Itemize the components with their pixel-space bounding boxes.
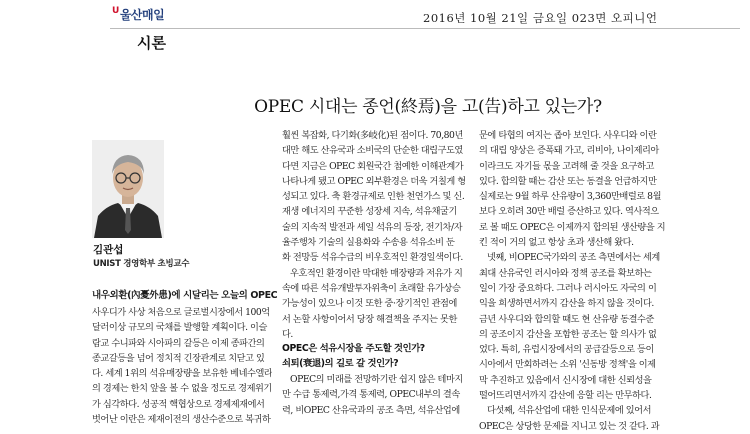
- masthead-divider: [110, 28, 740, 29]
- subhead-line: OPEC은 석유시장을 주도할 것인가?: [282, 343, 425, 354]
- logo-text: 울산매일: [119, 8, 165, 22]
- text-line: OPEC은 상당한 문제를 지니고 있는 것 같다. 과: [479, 420, 660, 432]
- text-line: 넷째, 비OPEC국가와의 공조 측면에서는 세계: [487, 252, 660, 264]
- text-line: 최대 산유국인 러시아와 정책 공조를 확보하는: [479, 267, 652, 279]
- text-line: 실제로는 9월 하루 산유량이 3,360만배럴로 8월: [479, 191, 661, 203]
- body-column-1: [92, 305, 272, 427]
- text-line: 다섯째, 석유산업에 대한 인식문제에 있어서: [487, 405, 652, 417]
- text-line: 화 전망등 석유수급의 비우호적인 환경일색이다.: [282, 252, 463, 264]
- body-column-2: [282, 128, 472, 342]
- article-headline: OPEC 시대는 종언(終焉)을 고(告)하고 있는가?: [254, 97, 602, 117]
- section-title: 시론: [137, 34, 166, 52]
- newspaper-logo: [112, 6, 164, 23]
- text-line: 막 추진하고 있음에서 신시장에 대한 신뢰성을: [479, 374, 652, 386]
- text-line: 문에 타협의 여지는 좁아 보인다. 사우디와 이란: [479, 130, 657, 141]
- article-subhead: [282, 342, 425, 371]
- text-line: 다면 지금은 OPEC 회원국간 첨예한 이해관계가: [282, 160, 464, 172]
- text-line: 익을 희생하면서까지 감산을 하지 않을 것이다.: [479, 298, 654, 310]
- text-line: 킨 적이 거의 없고 항상 초과 생산해 왔다.: [479, 237, 634, 249]
- text-line: 일이 가장 중요하다. 그러나 러시아도 자국의 이: [479, 282, 657, 294]
- text-line: 대만 해도 산유국과 소비국의 단순한 대립구도였: [282, 145, 463, 157]
- text-line: 가능성이 있으나 이것 또한 중·장기적인 관점에: [282, 298, 457, 310]
- body-column-2-continued: [282, 372, 472, 418]
- text-line: 종교갈등을 넘어 정치적 긴장관계로 치닫고 있: [92, 352, 265, 364]
- text-line: 시아에서 만회하려는 소위 '신동방 정책'을 이제: [479, 359, 656, 371]
- text-line: 있다. 합의할 때는 감산 또는 동결을 언급하지만: [479, 175, 657, 187]
- subhead-line: 쇠퇴(衰退)의 길로 갈 것인가?: [282, 357, 399, 369]
- author-title: UNIST 경영학부 초빙교수: [93, 259, 190, 269]
- text-line: 람교 수니파와 시아파의 갈등은 이제 종파간의: [92, 337, 265, 349]
- text-line: 떨어뜨리면서까지 감산에 응할 리는 만무하다.: [479, 390, 652, 402]
- text-line: 나타나게 됐고 OPEC 외부환경은 더욱 거칠게 형: [282, 175, 466, 187]
- text-line: 의 대립 양상은 증폭돼 가고, 리비아, 나이제리아: [479, 145, 659, 157]
- text-line: 만 수급 통제력,가격 통제력, OPEC내부의 결속: [282, 389, 460, 401]
- text-line: 사우디가 사상 처음으로 글로벌시장에서 100억: [92, 307, 270, 318]
- text-line: 성되고 있다. 축 환경규제로 인한 천연가스 및 신.: [282, 191, 465, 203]
- text-line: 가 심각하다. 성공적 핵협상으로 경제제재에서: [92, 398, 265, 410]
- text-line: 다. 세계 1위의 석유매장량을 보유한 베네수엘라: [92, 368, 272, 380]
- text-line: 훨씬 복잡화, 다기화(多岐化)된 점이다. 70,80년: [282, 130, 463, 141]
- author-portrait-icon: [92, 140, 164, 238]
- text-line: 달러이상 규모의 국채를 발행할 계획이다. 이슬: [92, 322, 267, 334]
- text-line: 력, 비OPEC 산유국과의 공조 측면, 석유산업에: [282, 404, 460, 416]
- text-line: 금년 사우디와 합의할 때도 현 산유량 동결수준: [479, 313, 654, 325]
- text-line: 로 볼 때도 OPEC은 이제까지 합의된 생산량을 지: [479, 221, 666, 233]
- dateline: 2016년 10월 21일 금요일 023면 오피니언: [423, 11, 658, 25]
- text-line: 의 경제는 한치 앞을 볼 수 없을 정도로 경제위기: [92, 383, 272, 395]
- body-column-3: [479, 128, 744, 434]
- text-line: 속에 따른 석유개발투자위축이 초래할 유가상승: [282, 282, 461, 294]
- text-line: 서 논할 사항이어서 당장 해결책을 주지는 못한: [282, 313, 457, 325]
- text-line: 술의 지속적 발전과 셰일 석유의 등장, 전기차/자: [282, 221, 463, 233]
- text-line: 벗어난 이란은 제재이전의 생산수준으로 복귀하: [92, 414, 271, 426]
- text-line: 율주행차 기술의 실용화와 수송용 석유소비 둔: [282, 237, 455, 249]
- text-line: 재생 에너지의 꾸준한 성장세 지속, 석유채굴기: [282, 206, 457, 218]
- text-line: 다.: [282, 328, 293, 340]
- text-line: 우호적인 환경이란 막대한 매장량과 저유가 지: [290, 267, 463, 279]
- text-line: 이라크도 자기들 몫을 고려해 줄 것을 요구하고: [479, 160, 654, 172]
- text-line: 의 공조이지 감산을 포함한 공조는 할 의사가 없: [479, 328, 657, 340]
- author-photo: [92, 140, 164, 238]
- text-line: OPEC의 미래를 전망하기란 쉽지 않은 테마지: [290, 374, 463, 385]
- text-line: 보다 오히려 30만 배럴 증산하고 있다. 역사적으: [479, 206, 659, 218]
- logo-mark: U: [112, 6, 119, 16]
- text-line: 었다. 특히, 유럽시장에서의 공급갈등으로 등이: [479, 344, 654, 356]
- article-lead: 내우외환(內憂外患)에 시달리는 오늘의 OPEC: [92, 290, 278, 301]
- author-name: 김관섭: [93, 244, 124, 256]
